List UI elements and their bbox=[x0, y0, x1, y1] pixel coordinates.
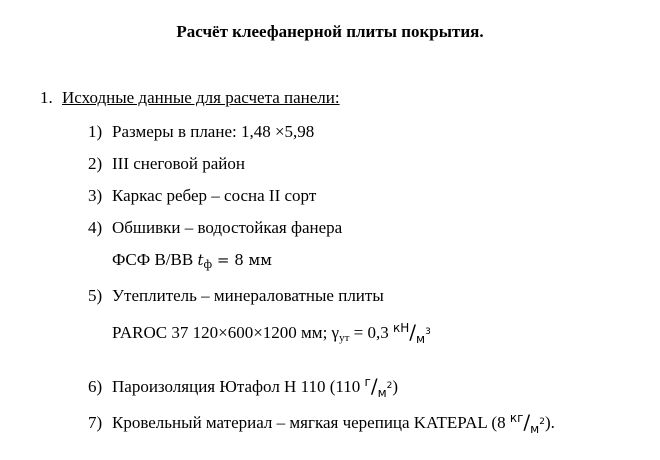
list-item-text: Кровельный материал – мягкая черепица KATEPAL (8 bbox=[112, 413, 510, 432]
list-item-number: 2) bbox=[88, 154, 103, 173]
list-item-number: 4) bbox=[88, 218, 103, 237]
list-item-5-continuation bbox=[112, 320, 431, 346]
list-item-number: 6) bbox=[88, 377, 103, 396]
list-item-number: 1) bbox=[88, 122, 103, 141]
list-item-number: 5) bbox=[88, 286, 103, 305]
list-item-text: Обшивки – водостойкая фанера bbox=[112, 218, 343, 237]
section-heading bbox=[40, 88, 340, 108]
list-item-4-continuation bbox=[112, 250, 272, 271]
list-item-2 bbox=[88, 154, 245, 174]
thickness-formula: $t_ф = 8$ мм bbox=[197, 251, 272, 271]
density-unit-fraction: $^{кН}/_м^3$ bbox=[392, 320, 431, 346]
section-heading-text: Исходные данные для расчета панели: bbox=[62, 88, 340, 107]
list-item-text: Утеплитель – минераловатные плиты bbox=[112, 286, 384, 305]
list-item-3 bbox=[88, 186, 316, 206]
list-item-7: 7) Кровельный материал – мягкая черепица KATEPAL (8 $^{кг}/_м^2$). bbox=[88, 410, 555, 436]
list-item-6: 6) Пароизоляция Ютафол Н 110 (110 $^г/_м^2$) bbox=[88, 374, 399, 400]
density-subscript: ут bbox=[339, 332, 350, 344]
plywood-grade: ФСФ В/ВВ bbox=[112, 250, 198, 269]
insulation-spec: PAROC 37 120×600×1200 мм; γ bbox=[112, 323, 340, 342]
list-item-number: 3) bbox=[88, 186, 103, 205]
list-item-text: Размеры в плане: 1,48 ×5,98 bbox=[112, 122, 315, 141]
vapor-barrier-unit-fraction: $^г/_м^2$ bbox=[364, 374, 393, 400]
list-item-text: Каркас ребер – сосна II сорт bbox=[112, 186, 317, 205]
list-item-4 bbox=[88, 218, 342, 238]
list-item-1 bbox=[88, 122, 314, 142]
list-item-text: Пароизоляция Ютафол Н 110 (110 bbox=[112, 377, 365, 396]
roofing-unit-fraction: $^{кг}/_м^2$ bbox=[509, 410, 545, 436]
section-number: 1. bbox=[40, 88, 53, 107]
density-value: = 0,3 bbox=[349, 323, 393, 342]
list-item-number: 7) bbox=[88, 413, 103, 432]
list-item-5 bbox=[88, 286, 384, 306]
list-item-text: III снеговой район bbox=[112, 154, 245, 173]
document-title: Расчёт клеефанерной плиты покрытия. bbox=[176, 22, 484, 41]
